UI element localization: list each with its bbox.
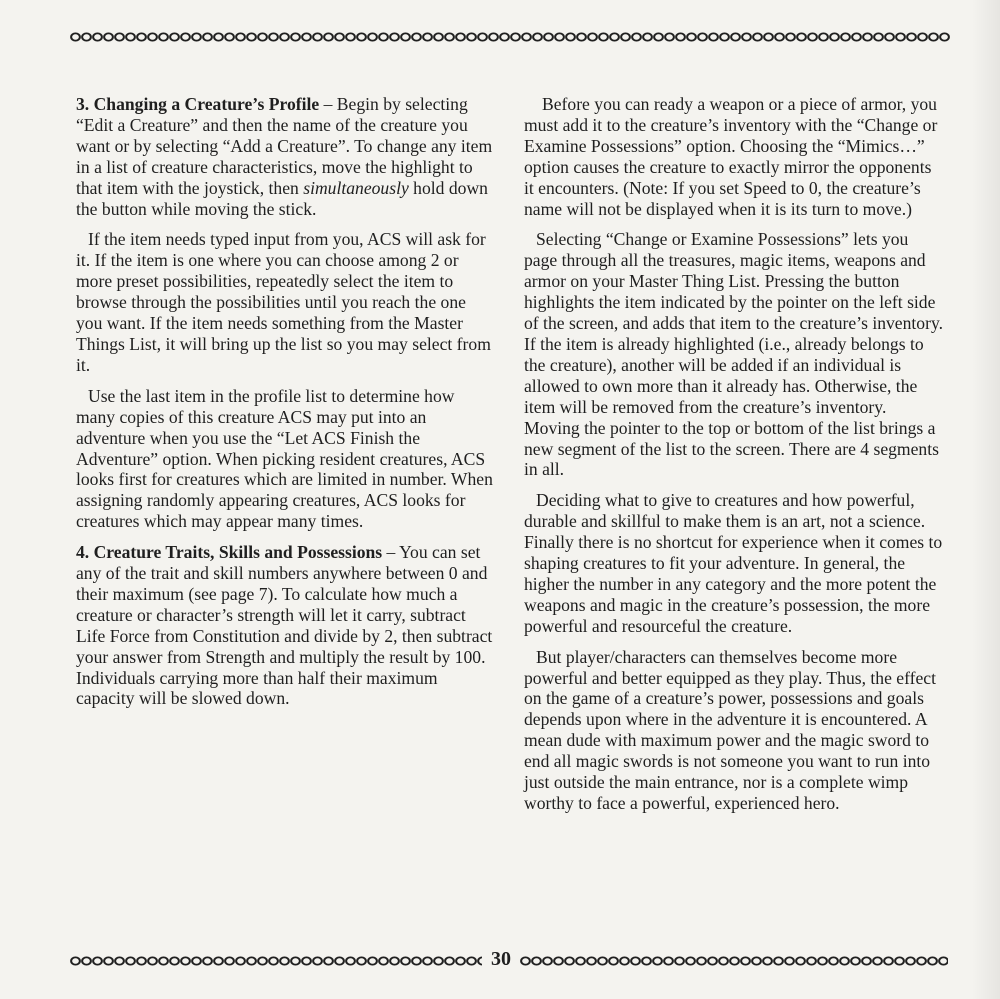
right-paragraph-1: Before you can ready a weapon or a piece of armor, you must add it to the creature’s inventory with the “Change or Examine Possessions” option. Choosing the “Mimics…” option causes the creature to exactly mirror the opponents it encounters. (Note: If you set Speed to 0, the creature’s name will not be displayed when it is its turn to move.) — [524, 94, 938, 219]
section-3-heading: 3. Changing a Creature’s Profile — [76, 94, 320, 114]
bottom-left-chain-border — [70, 954, 482, 968]
left-column — [76, 94, 494, 719]
bottom-right-chain-border — [520, 954, 948, 968]
top-chain-border — [70, 30, 950, 44]
right-paragraph-3: Deciding what to give to creatures and how powerful, durable and skillful to make them is an art, not a science. Finally there is no shortcut for experience when it comes to shaping creatures to fit your adventure. In general, the higher the number in any category and the more potent the weapons and magic in the creature’s possession, the more powerful and resourceful the creature. — [524, 490, 943, 636]
section-4-heading: 4. Creature Traits, Skills and Possessions — [76, 542, 383, 563]
page-edge-shadow — [972, 0, 1000, 999]
section-3-paragraph-2: If the item needs typed input from you, ACS will ask for it. If the item is one where you can choose among 2 or more preset possibilities, repeatedly select the item to browse through the possibilities until you reach the one you want. If the item needs something from the Master Things List, it will bring up the list so you may select from it. — [76, 229, 491, 375]
page-number: 30 — [491, 948, 511, 970]
section-4-paragraph: 4. Creature Traits, Skills and Possessions – You can set any of the trait and skill numbers anywhere between 0 and their maximum (see page 7). To calculate how much a creature or character’s strength will let it carry, subtract Life Force from Constitution and divide by 2, then subtract your answer from Strength and multiply the result by 100. Individuals carrying more than half their maximum capacity will be slowed down. — [76, 542, 493, 709]
right-paragraph-2: Selecting “Change or Examine Possessions” lets you page through all the treasures, magic items, weapons and armor on your Master Thing List. Pressing the button highlights the item indicated by the pointer on the left side of the screen, and adds that item to the creature’s inventory. If the item is already highlighted (i.e., already belongs to the creature), another will be added if an individual is allowed to own more than it already has. Otherwise, the item will be removed from the creature’s inventory. Moving the pointer to the top or bottom of the list brings a new segment of the list to the screen. There are 4 segments in all. — [524, 229, 944, 480]
section-3-paragraph-3: Use the last item in the profile list to determine how many copies of this creature ACS may put into an adventure when you use the “Let ACS Finish the Adventure” option. When picking resident creatures, ACS looks first for creatures which are limited in number. When assigning randomly appearing creatures, ACS looks for creatures which may appear many times. — [76, 385, 493, 532]
section-3-paragraph: 3. Changing a Creature’s Profile – Begin by selecting “Edit a Creature” and then the name of the creature you want or by selecting “Add a Creature”. To change any item in a list of creature characteristics, move the highlight to that item with the joystick, then simultaneously hold down the button while moving the stick. — [76, 94, 493, 219]
right-paragraph-4: But player/characters can themselves become more powerful and better equipped as they play. Thus, the effect on the game of a creature’s power, possessions and goals depends upon where in the adventure it is encountered. A mean dude with maximum power and the magic sword to end all magic swords is not someone you want to run into just outside the main entrance, nor is a complete wimp worthy to face a powerful, experienced hero. — [524, 646, 937, 813]
right-column — [524, 94, 944, 824]
